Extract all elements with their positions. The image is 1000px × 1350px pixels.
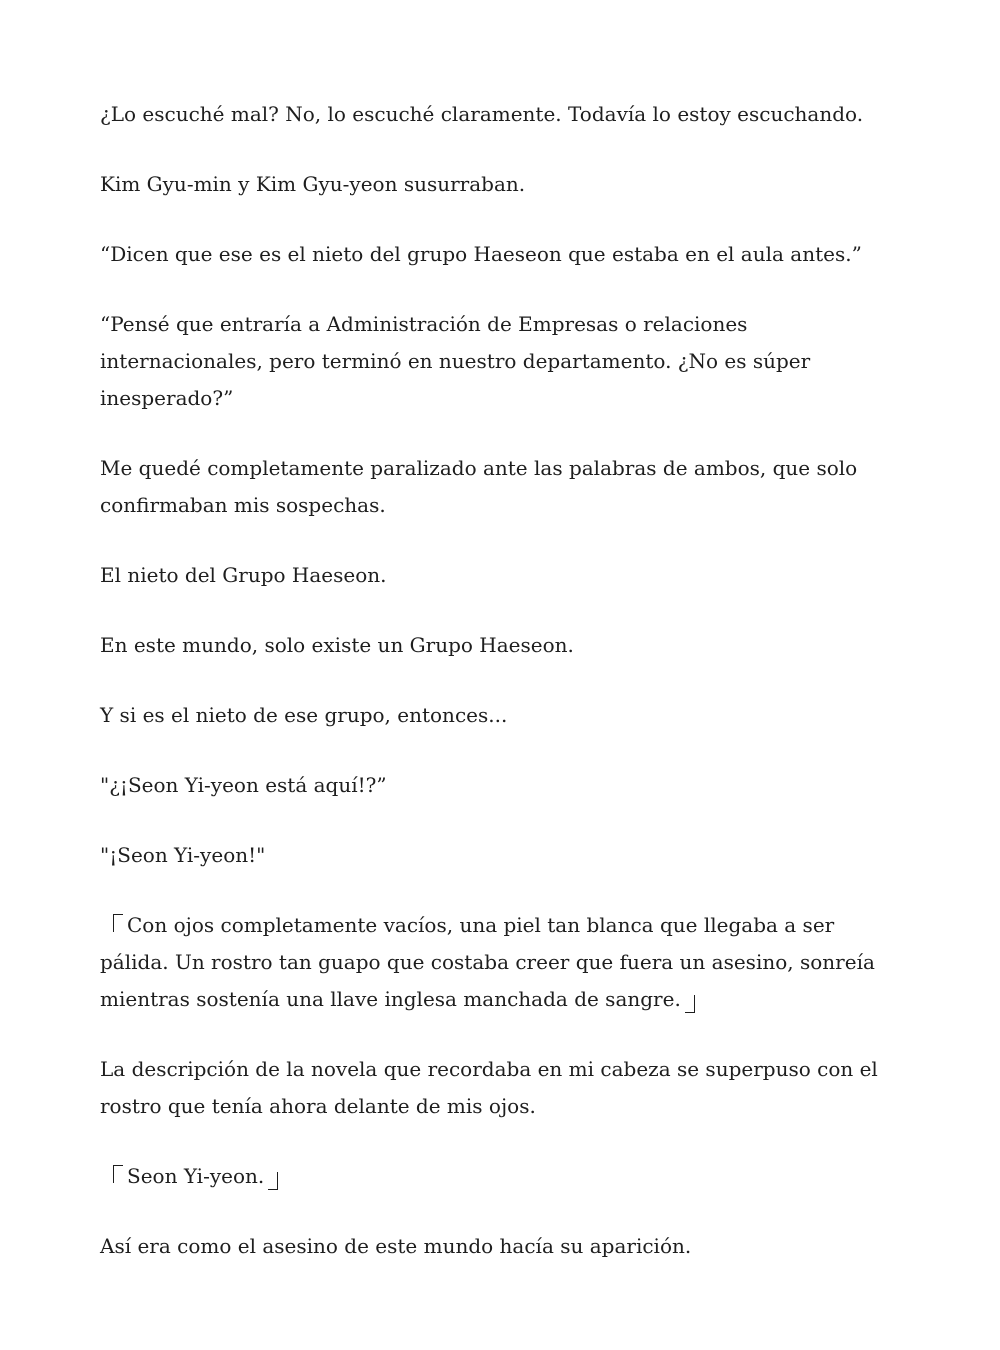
corner-bracket-open-icon bbox=[113, 914, 123, 932]
paragraph: “Pensé que entraría a Administración de Empresas o relaciones internacionales, pero terminó en nuestro departamento. ¿No es súper inesperado?” bbox=[100, 312, 811, 410]
paragraph: El nieto del Grupo Haeseon. bbox=[100, 563, 387, 587]
paragraph: ¿Lo escuché mal? No, lo escuché claramente. Todavía lo estoy escuchando. bbox=[100, 102, 864, 126]
paragraph: En este mundo, solo existe un Grupo Haeseon. bbox=[100, 633, 574, 657]
paragraph bbox=[100, 1158, 900, 1195]
paragraph: "¿¡Seon Yi-yeon está aquí!?” bbox=[100, 773, 387, 797]
corner-bracket-open-icon bbox=[113, 1165, 123, 1183]
corner-bracket-close-icon bbox=[268, 1172, 278, 1190]
paragraph bbox=[100, 907, 900, 1018]
paragraph: Kim Gyu-min y Kim Gyu-yeon susurraban. bbox=[100, 172, 526, 196]
paragraph: "¡Seon Yi-yeon!" bbox=[100, 843, 266, 867]
page-content bbox=[100, 96, 900, 1265]
paragraph: Me quedé completamente paralizado ante las palabras de ambos, que solo confirmaban mis sospechas. bbox=[100, 456, 858, 517]
paragraph-text: Con ojos completamente vacíos, una piel tan blanca que llegaba a ser pálida. Un rostro tan guapo que costaba creer que fuera un asesino, sonreía mientras sostenía una llave inglesa manchada de sangre. bbox=[100, 913, 875, 1011]
paragraph: Así era como el asesino de este mundo hacía su aparición. bbox=[100, 1234, 692, 1258]
corner-bracket-close-icon bbox=[685, 995, 695, 1013]
paragraph-text: Seon Yi-yeon. bbox=[127, 1164, 265, 1188]
paragraph: La descripción de la novela que recordaba en mi cabeza se superpuso con el rostro que tenía ahora delante de mis ojos. bbox=[100, 1057, 878, 1118]
paragraph: Y si es el nieto de ese grupo, entonces... bbox=[100, 703, 508, 727]
paragraph: “Dicen que ese es el nieto del grupo Haeseon que estaba en el aula antes.” bbox=[100, 242, 862, 266]
